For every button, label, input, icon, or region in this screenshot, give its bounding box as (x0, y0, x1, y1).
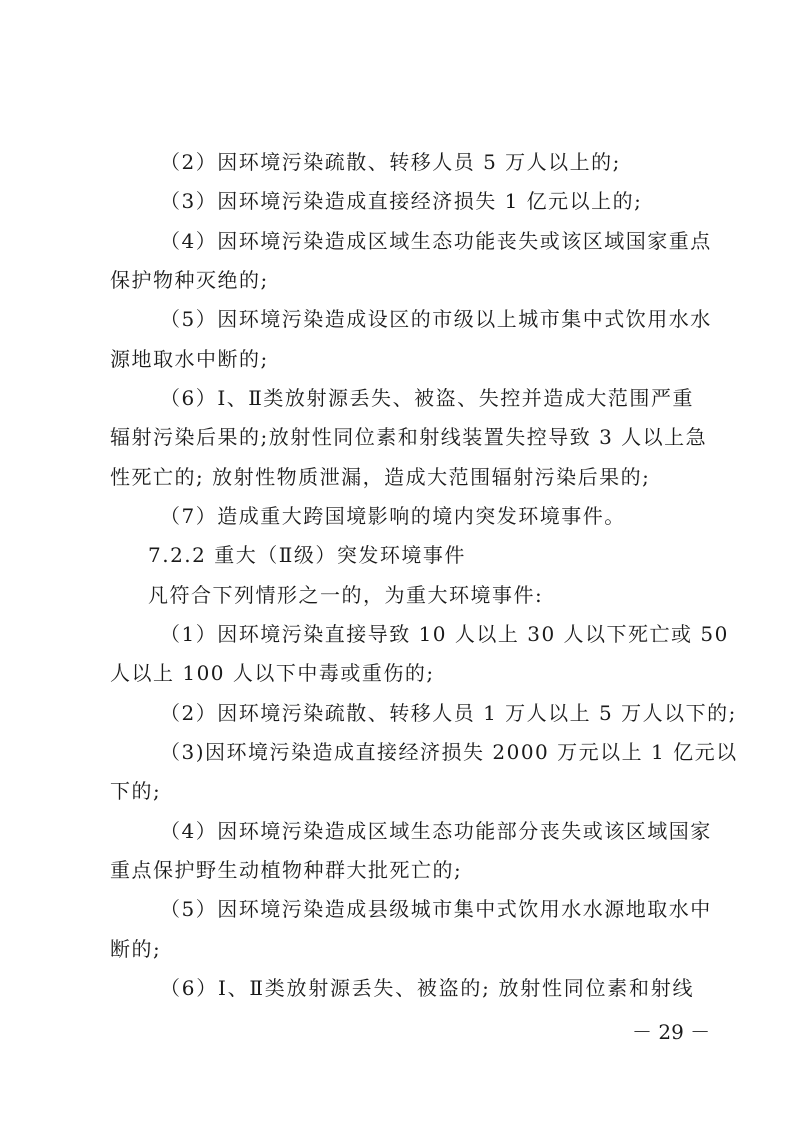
page-number: － 29 － (632, 1020, 711, 1044)
text-line-4: 保护物种灭绝的; (110, 268, 269, 292)
text-line-13: （1）因环境污染直接导致 10 人以上 30 人以下死亡或 50 (160, 622, 729, 646)
text-line-18: （4）因环境污染造成区域生态功能部分丧失或该区域国家 (160, 819, 712, 843)
text-line-12: 凡符合下列情形之一的，为重大环境事件: (148, 583, 544, 607)
text-line-22: （6）Ⅰ、Ⅱ类放射源丢失、被盗的; 放射性同位素和射线 (160, 976, 694, 1000)
text-line-7: （6）Ⅰ、Ⅱ类放射源丢失、被盗、失控并造成大范围严重 (160, 386, 694, 410)
text-line-21: 断的; (110, 937, 162, 961)
text-line-5: （5）因环境污染造成设区的市级以上城市集中式饮用水水 (160, 307, 712, 331)
text-line-16: （3)因环境污染造成直接经济损失 2000 万元以上 1 亿元以 (160, 740, 738, 764)
text-line-15: （2）因环境污染疏散、转移人员 1 万人以上 5 万人以下的; (160, 701, 737, 725)
text-line-8: 辐射污染后果的;放射性同位素和射线装置失控导致 3 人以上急 (110, 425, 708, 449)
section-heading: 7.2.2 重大（Ⅱ级）突发环境事件 (148, 543, 466, 567)
text-line-10: （7）造成重大跨国境影响的境内突发环境事件。 (160, 504, 626, 528)
text-line-14: 人以上 100 人以下中毒或重伤的; (110, 661, 435, 685)
text-line-9: 性死亡的; 放射性物质泄漏，造成大范围辐射污染后果的; (110, 465, 651, 489)
text-line-3: （4）因环境污染造成区域生态功能丧失或该区域国家重点 (160, 229, 712, 253)
text-line-19: 重点保护野生动植物种群大批死亡的; (110, 858, 463, 882)
text-line-20: （5）因环境污染造成县级城市集中式饮用水水源地取水中 (160, 897, 712, 921)
text-line-1: （2）因环境污染疏散、转移人员 5 万人以上的; (160, 150, 621, 174)
text-line-2: （3）因环境污染造成直接经济损失 1 亿元以上的; (160, 189, 643, 213)
text-line-17: 下的; (110, 779, 162, 803)
text-line-6: 源地取水中断的; (110, 347, 269, 371)
